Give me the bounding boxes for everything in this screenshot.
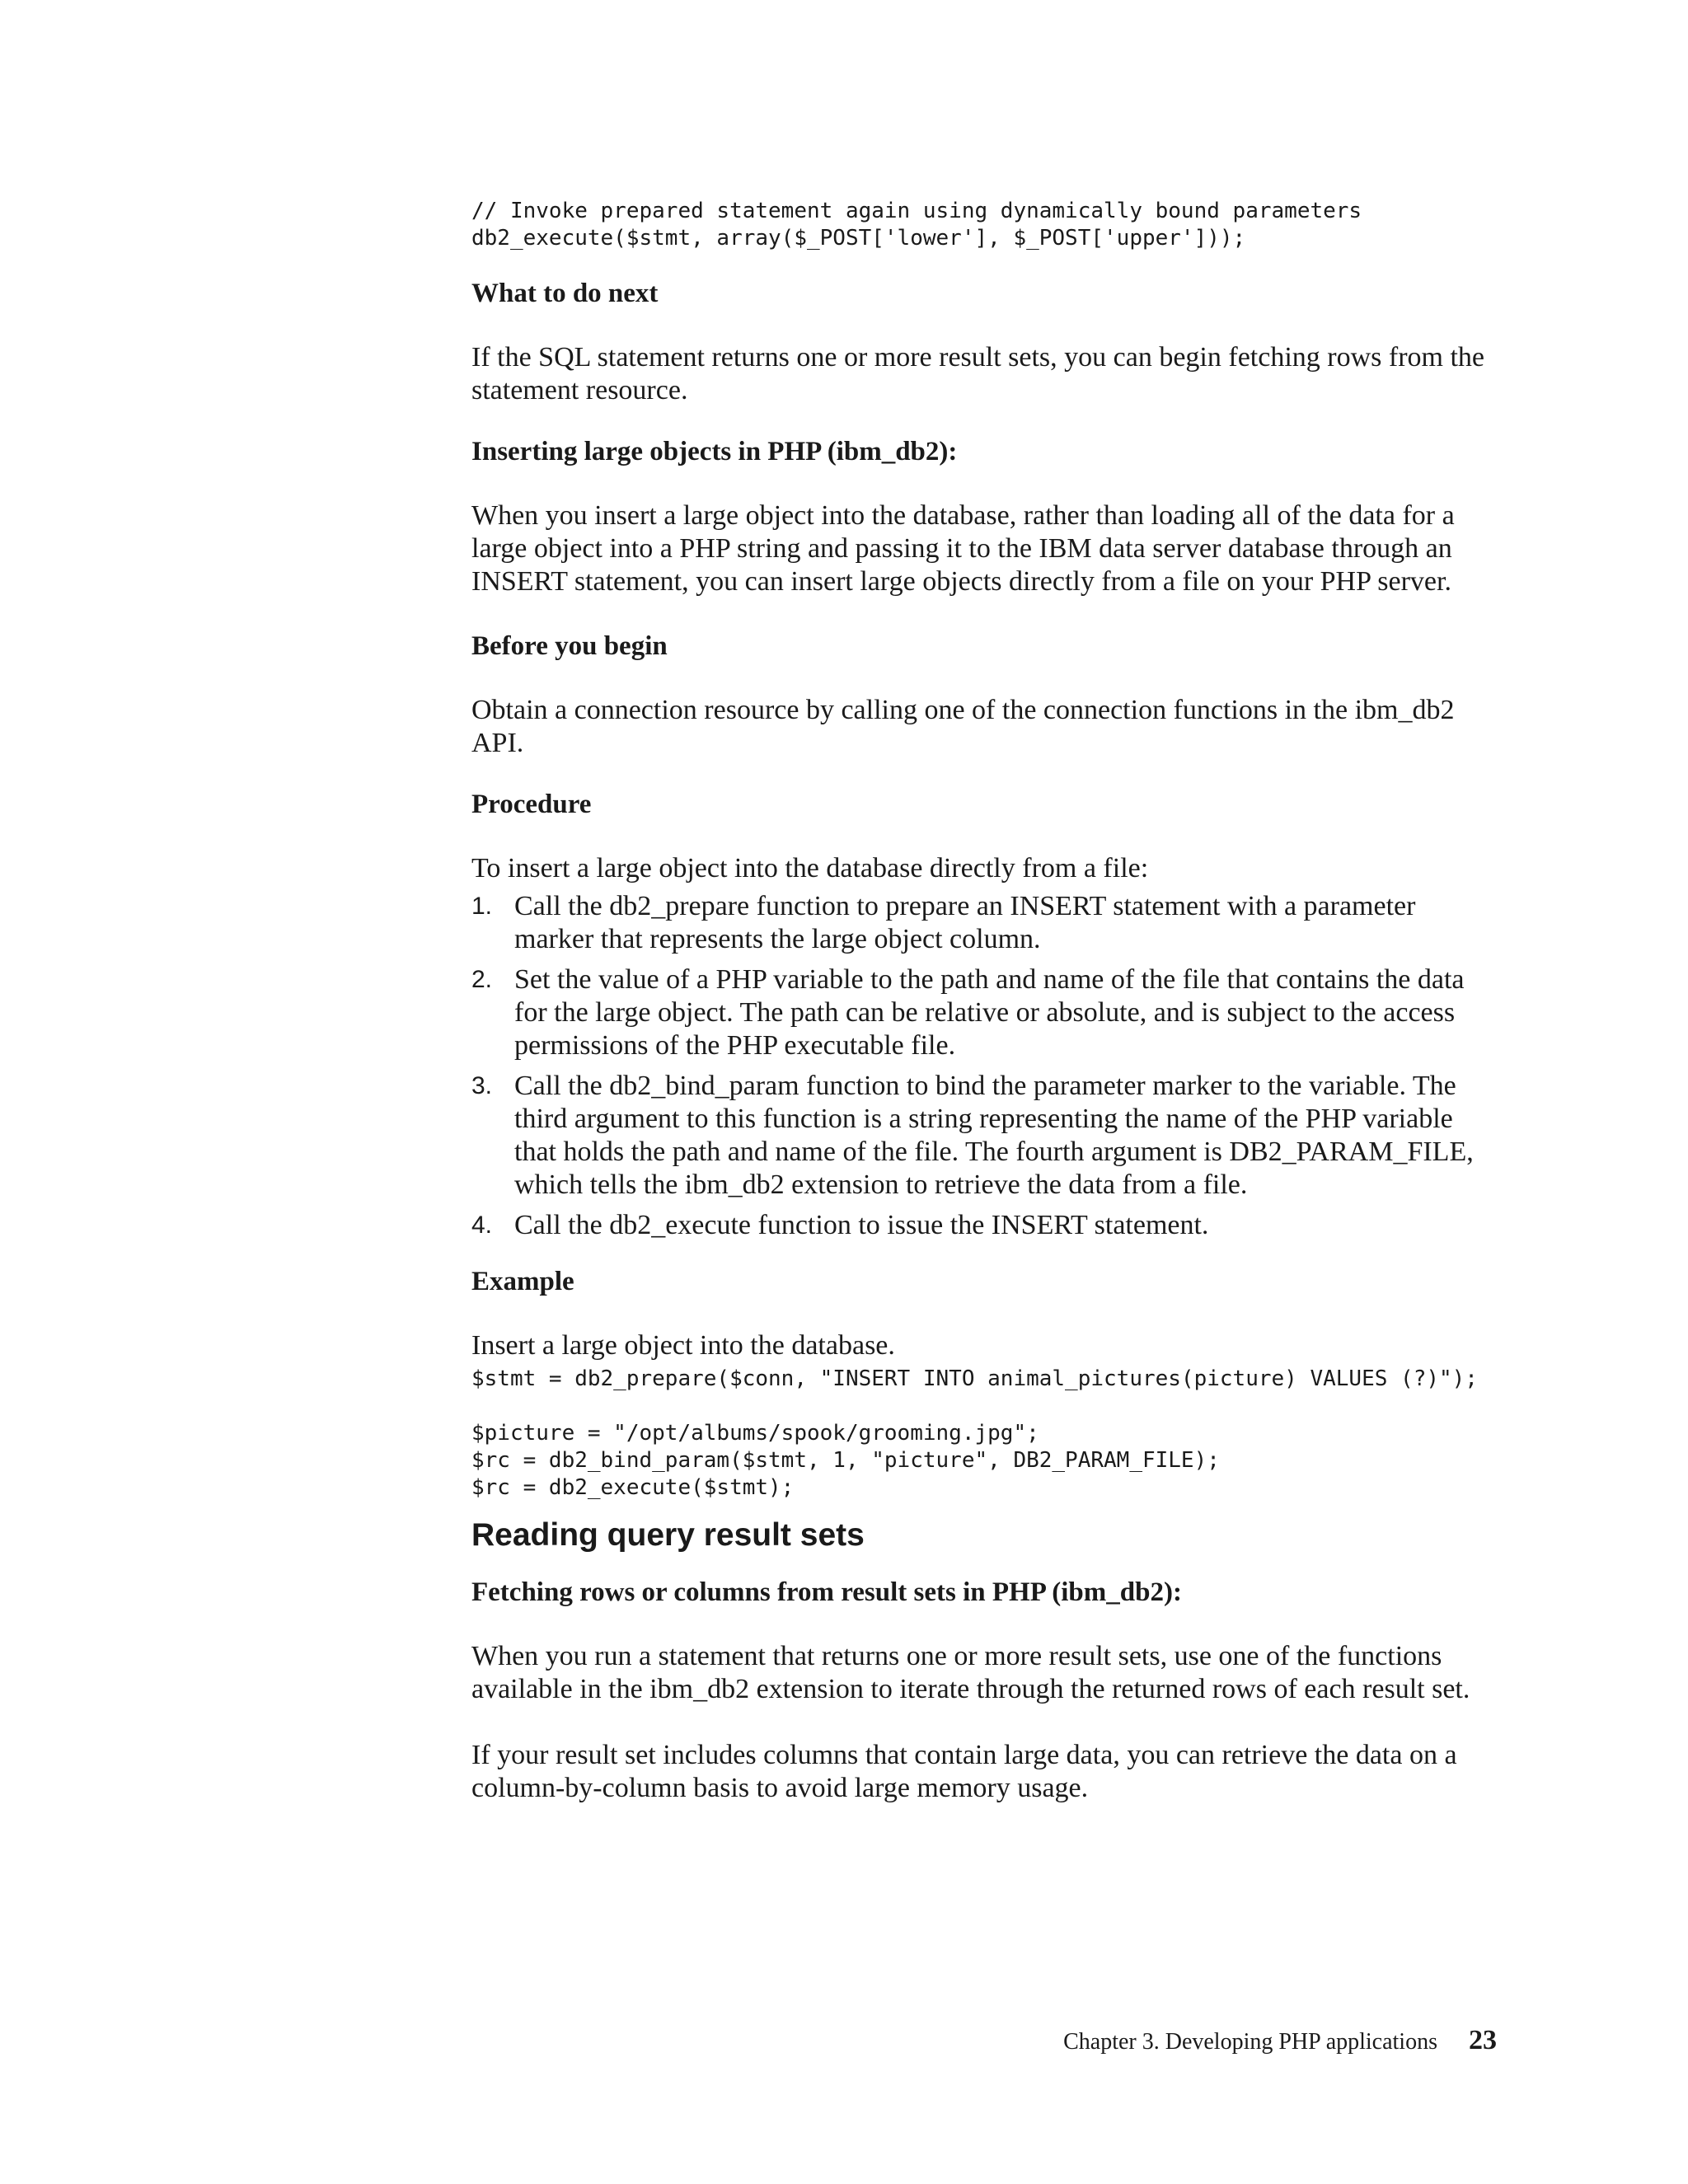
code-line: $rc = db2_bind_param($stmt, 1, "picture", DB2_PARAM_FILE); [471, 1448, 1220, 1473]
fetching-paragraph-2: If your result set includes columns that contain large data, you can retrieve the data on a column-by-column basis to avoid large memory usage. [471, 1740, 1457, 1803]
step-number: 2. [471, 966, 493, 993]
procedure-intro: To insert a large object into the database directly from a file: [471, 853, 1149, 883]
step-number: 1. [471, 893, 493, 920]
procedure-step [471, 1209, 1502, 1242]
step-text: Call the db2_execute function to issue the INSERT statement. [514, 1210, 1209, 1240]
step-number: 3. [471, 1072, 493, 1099]
code-line: $picture = "/opt/albums/spook/grooming.jpg"; [471, 1421, 1039, 1446]
inserting-paragraph: When you insert a large object into the database, rather than loading all of the data for a large object into a PHP string and passing it to the IBM data server database through an INSERT statement, you can insert large objects directly from a file on your PHP server. [471, 500, 1455, 597]
footer-chapter-title: Chapter 3. Developing PHP applications [1063, 2029, 1437, 2055]
heading-what-to-do-next: What to do next [471, 279, 659, 308]
heading-before-you-begin: Before you begin [471, 631, 668, 661]
step-text: Call the db2_bind_param function to bind the parameter marker to the variable. The third argument to this function is a string representing the name of the PHP variable that holds the path and name of the file. The fourth argument is DB2_PARAM_FILE, which tells the ibm_db2 extension to retrieve the data from a file. [514, 1071, 1474, 1200]
code-line: $stmt = db2_prepare($conn, "INSERT INTO animal_pictures(picture) VALUES (?)"); [471, 1366, 1478, 1391]
procedure-step [471, 890, 1502, 956]
page-number: 23 [1469, 2025, 1497, 2055]
heading-fetching-rows: Fetching rows or columns from result sets in PHP (ibm_db2): [471, 1577, 1182, 1607]
before-paragraph: Obtain a connection resource by calling one of the connection functions in the ibm_db2 API. [471, 695, 1455, 758]
code-line: db2_execute($stmt, array($_POST['lower'], $_POST['upper'])); [471, 226, 1246, 251]
code-block-example [471, 1366, 1502, 1502]
heading-example: Example [471, 1267, 574, 1296]
heading-procedure: Procedure [471, 790, 592, 819]
fetching-paragraph-1: When you run a statement that returns one or more result sets, use one of the functions available in the ibm_db2 extension to iterate through the returned rows of each result set. [471, 1641, 1470, 1704]
step-text: Set the value of a PHP variable to the path and name of the file that contains the data for the large object. The path can be relative or absolute, and is subject to the access permissions of the PHP executable file. [514, 964, 1465, 1061]
step-text: Call the db2_prepare function to prepare an INSERT statement with a parameter marker that represents the large object column. [514, 891, 1416, 954]
what-next-paragraph: If the SQL statement returns one or more result sets, you can begin fetching rows from the statement resource. [471, 342, 1485, 405]
heading-inserting-large-objects: Inserting large objects in PHP (ibm_db2): [471, 437, 958, 466]
code-block-execute [471, 198, 1502, 252]
code-line: // Invoke prepared statement again using dynamically bound parameters [471, 199, 1362, 223]
procedure-steps [471, 890, 1502, 1242]
document-body [471, 198, 1502, 1805]
procedure-step [471, 963, 1502, 1062]
code-line: $rc = db2_execute($stmt); [471, 1475, 795, 1500]
page-footer [1063, 2025, 1497, 2056]
example-paragraph: Insert a large object into the database. [471, 1330, 895, 1361]
step-number: 4. [471, 1212, 493, 1239]
procedure-step [471, 1070, 1502, 1202]
section-title-reading-query-result-sets: Reading query result sets [471, 1517, 865, 1553]
